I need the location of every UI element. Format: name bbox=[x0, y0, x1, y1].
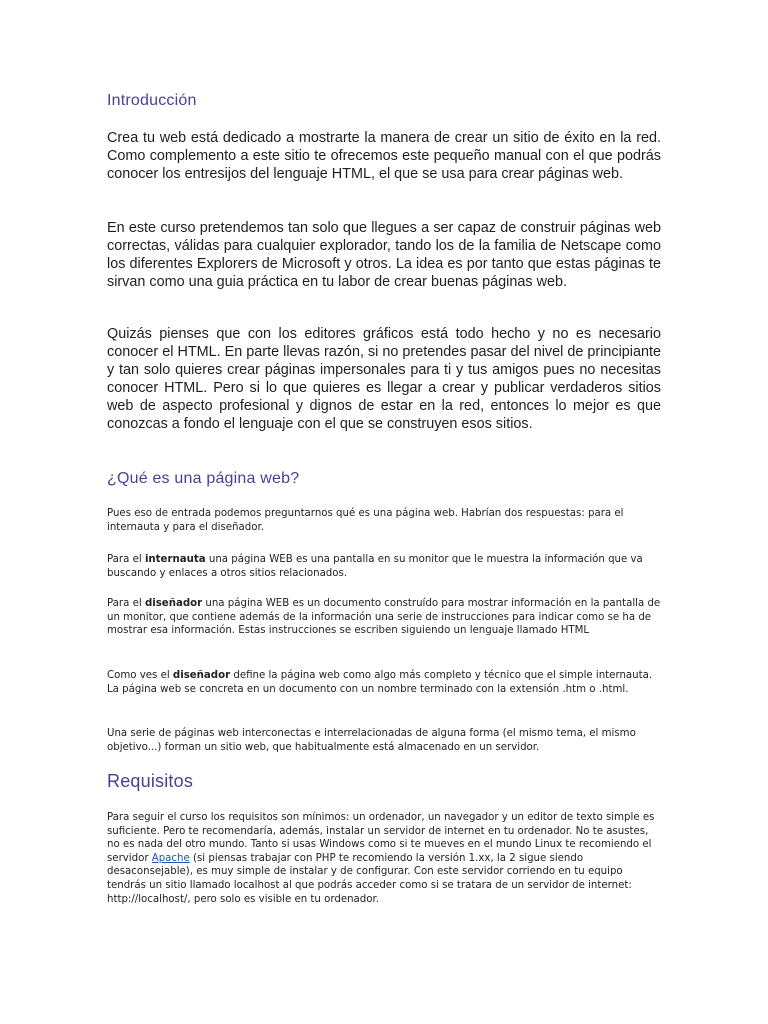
text-segment: Para seguir el curso los requisitos son mínimos: un ordenador, un navegador y un editor de texto simple es suficiente. Pero te recomendaría, además, instalar un servidor de internet en tu ordenador. No te asustes, no es nada del otro mundo. Tanto si usas Windows como si te mueves en el mundo Linux te recomiendo el servidor bbox=[107, 812, 655, 864]
heading-que-es-pagina-web: ¿Qué es una página web? bbox=[107, 470, 300, 487]
heading-requisitos: Requisitos bbox=[107, 771, 194, 791]
text-segment: Como ves el bbox=[107, 670, 173, 681]
text-segment: una página WEB es una pantalla en su monitor que le muestra la información que va buscando y enlaces a otros sitios relacionados. bbox=[107, 554, 643, 579]
intro-paragraph-2: En este curso pretendemos tan solo que llegues a ser capaz de construir páginas web correctas, válidas para cualquier explorador, tando los de la familia de Netscape como los diferentes Explorers de Microsoft y otros. La idea es por tanto que estas páginas te sirvan como una guia práctica en tu labor de crear buenas páginas web. bbox=[107, 220, 661, 290]
que-es-paragraph-4 bbox=[107, 669, 661, 696]
text-segment: Para el bbox=[107, 554, 145, 565]
text-segment: Para el bbox=[107, 598, 145, 609]
text-segment: (si piensas trabajar con PHP te recomiendo la versión 1.xx, la 2 sigue siendo desaconsejable), es muy simple de instalar y de configurar. Con este servidor corriendo en tu equipo tendrás un sitio llamado localhost al que podrás acceder como si se tratara de un servidor de internet: http://localhost/, pero solo es visible en tu ordenador. bbox=[107, 852, 632, 905]
text-segment: define la página web como algo más completo y técnico que el simple internauta. La página web se concreta en un documento con un nombre terminado con la extensión .htm o .html. bbox=[107, 670, 653, 695]
bold-term-internauta: internauta bbox=[144, 554, 206, 565]
que-es-paragraph-2 bbox=[107, 553, 661, 580]
apache-link[interactable]: Apache bbox=[151, 852, 190, 864]
que-es-paragraph-3 bbox=[107, 597, 661, 638]
bold-term-disenador: diseñador bbox=[172, 670, 231, 681]
heading-introduccion: Introducción bbox=[107, 92, 197, 109]
que-es-paragraph-1: Pues eso de entrada podemos preguntarnos qué es una página web. Habrían dos respuestas: para el internauta y para el diseñador. bbox=[107, 508, 624, 533]
intro-paragraph-1: Crea tu web está dedicado a mostrarte la manera de crear un sitio de éxito en la red. Como complemento a este sitio te ofrecemos este pequeño manual con el que podrás conocer los entresijos del lenguaje HTML, el que se usa para crear páginas web. bbox=[107, 130, 661, 182]
bold-term-disenador: diseñador bbox=[144, 598, 203, 609]
text-segment: una página WEB es un documento construído para mostrar información en la pantalla de un monitor, que contiene además de la información una serie de instrucciones para indicar como se ha de mostrar esa información. Estas instrucciones se escriben siguiendo un lenguaje llamado HTML bbox=[107, 598, 661, 637]
requisitos-paragraph-1 bbox=[107, 811, 661, 906]
que-es-paragraph-5: Una serie de páginas web interconectas e interrelacionadas de alguna forma (el mismo tema, el mismo objetivo...) forman un sitio web, que habitualmente está almacenado en un servidor. bbox=[107, 728, 636, 753]
intro-paragraph-3: Quizás pienses que con los editores gráficos está todo hecho y no es necesario conocer el HTML. En parte llevas razón, si no pretendes pasar del nivel de principiante y tan solo quieres crear páginas impersonales para ti y tus amigos pues no necesitas conocer HTML. Pero si lo que quieres es llegar a crear y publicar verdaderos sitios web de aspecto profesional y dignos de estar en la red, entonces lo mejor es que conozcas a fondo el lenguaje con el que se construyen esos sitios. bbox=[107, 326, 661, 432]
